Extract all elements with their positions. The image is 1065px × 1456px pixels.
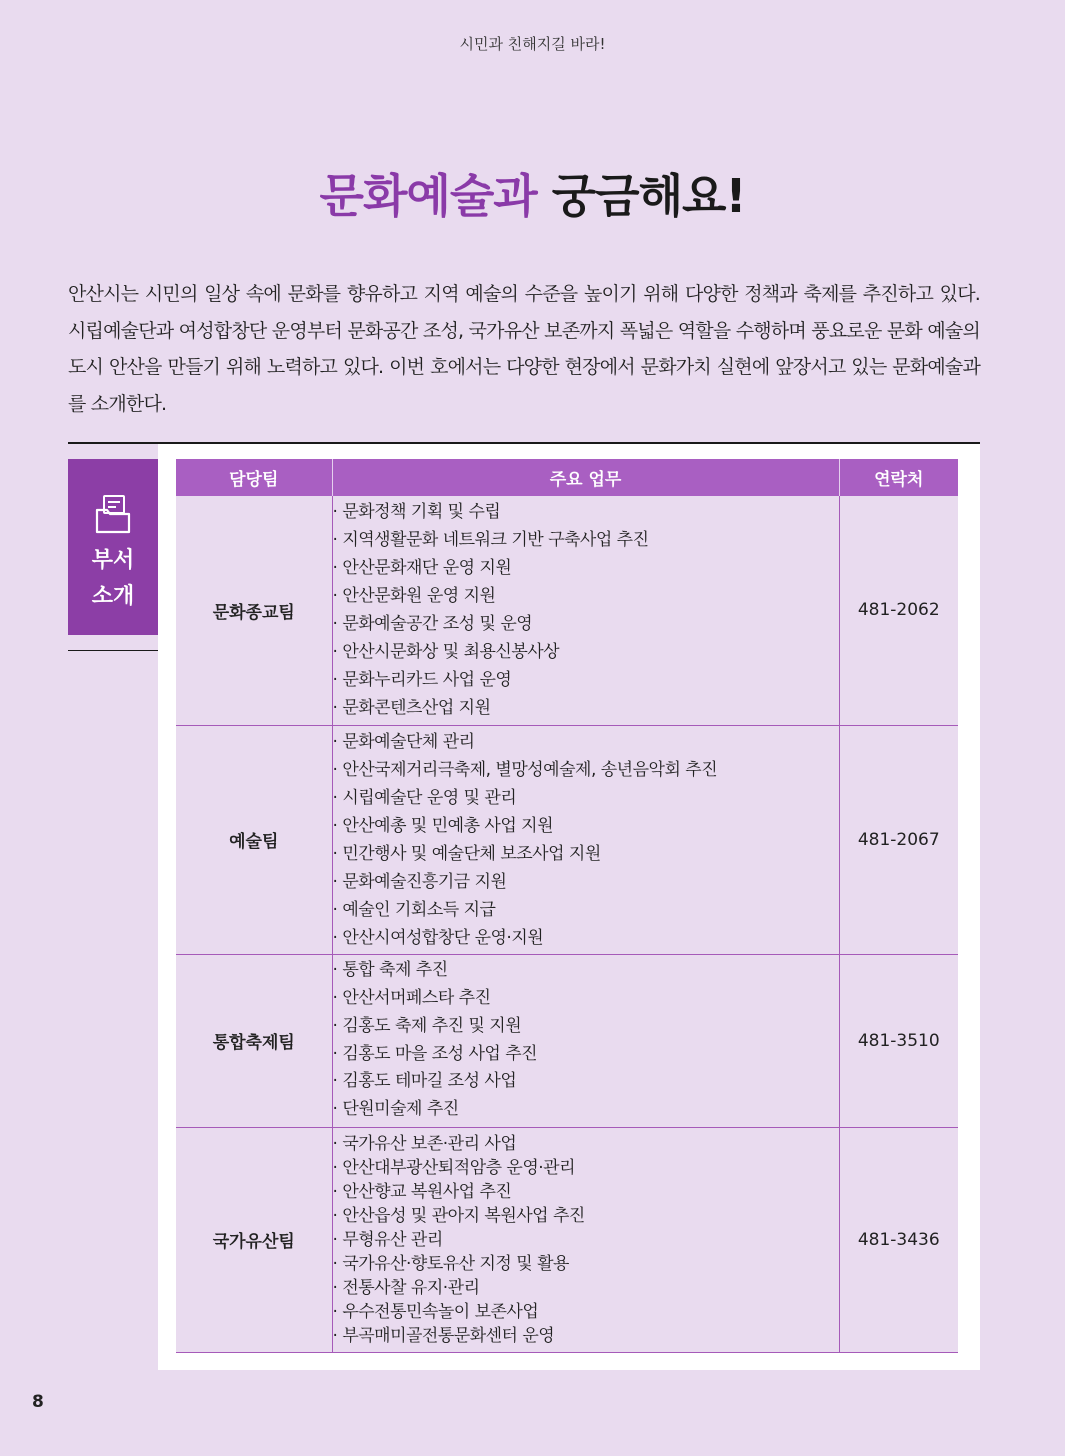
duty-item: · 안산대부광산퇴적암층 운영·관리: [333, 1156, 839, 1180]
duty-item: · 민간행사 및 예술단체 보조사업 지원: [333, 840, 839, 868]
table-header-row: [176, 459, 958, 496]
sidebar-label-line2: 소개: [91, 584, 135, 609]
title-accent: 문화예술과: [319, 169, 537, 223]
duty-item: · 국가유산 보존·관리 사업: [333, 1132, 839, 1156]
duty-list: [333, 1132, 839, 1348]
folder-document-icon: [94, 493, 132, 535]
table-row: [176, 954, 958, 1127]
duty-item: · 문화예술공간 조성 및 운영: [333, 610, 839, 638]
duty-item: · 문화정책 기획 및 수립: [333, 498, 839, 526]
contact-number: 481-2062: [839, 496, 958, 725]
duty-item: · 국가유산·향토유산 지정 및 활용: [333, 1252, 839, 1276]
duty-item: · 전통사찰 유지·관리: [333, 1276, 839, 1300]
page-title: [0, 164, 1065, 228]
duty-item: · 부곡매미골전통문화센터 운영: [333, 1324, 839, 1348]
duty-item: · 시립예술단 운영 및 관리: [333, 784, 839, 812]
table-row: [176, 1127, 958, 1352]
duty-item: · 안산서머페스타 추진: [333, 985, 839, 1013]
header-duties: 주요 업무: [332, 459, 839, 496]
sidebar-label-line1: 부서: [91, 548, 135, 573]
sidebar-divider: [68, 650, 158, 651]
duties-cell: [332, 496, 839, 725]
contact-number: 481-3510: [839, 954, 958, 1127]
duty-item: · 문화누리카드 사업 운영: [333, 666, 839, 694]
header-contact: 연락처: [839, 459, 958, 496]
sidebar-label: [68, 543, 158, 615]
header-team: 담당팀: [176, 459, 332, 496]
duty-list: [333, 498, 839, 722]
duty-item: · 안산문화재단 운영 지원: [333, 554, 839, 582]
duty-item: · 안산예총 및 민예총 사업 지원: [333, 812, 839, 840]
duty-item: · 김홍도 테마길 조성 사업: [333, 1068, 839, 1096]
duty-item: · 단원미술제 추진: [333, 1096, 839, 1124]
duty-item: · 안산시문화상 및 최용신봉사상: [333, 638, 839, 666]
team-name: 국가유산팀: [176, 1127, 332, 1352]
duty-item: · 무형유산 관리: [333, 1228, 839, 1252]
duty-item: · 안산시여성합창단 운영·지원: [333, 924, 839, 952]
duty-item: · 문화예술단체 관리: [333, 728, 839, 756]
team-name: 문화종교팀: [176, 496, 332, 725]
intro-paragraph: 안산시는 시민의 일상 속에 문화를 향유하고 지역 예술의 수준을 높이기 위해 다양한 정책과 축제를 추진하고 있다. 시립예술단과 여성합창단 운영부터 문화공간 조성, 국가유산 보존까지 폭넓은 역할을 수행하며 풍요로운 문화 예술의 도시 안산을 만들기 위해 노력하고 있다. 이번 호에서는 다양한 현장에서 문화가치 실현에 앞장서고 있는 문화예술과를 소개한다.: [68, 283, 980, 415]
table-row: [176, 725, 958, 954]
duty-item: · 지역생활문화 네트워크 기반 구축사업 추진: [333, 526, 839, 554]
duty-item: · 안산국제거리극축제, 별망성예술제, 송년음악회 추진: [333, 756, 839, 784]
duty-item: · 안산문화원 운영 지원: [333, 582, 839, 610]
section-sidebar: [68, 459, 158, 635]
duty-item: · 김홍도 축제 추진 및 지원: [333, 1013, 839, 1041]
duty-item: · 통합 축제 추진: [333, 957, 839, 985]
table-row: [176, 496, 958, 725]
title-rest: 궁금해요!: [551, 169, 746, 223]
contact-number: 481-2067: [839, 725, 958, 954]
duty-item: · 안산읍성 및 관아지 복원사업 추진: [333, 1204, 839, 1228]
team-name: 통합축제팀: [176, 954, 332, 1127]
duty-item: · 김홍도 마을 조성 사업 추진: [333, 1041, 839, 1069]
duty-item: · 예술인 기회소득 지급: [333, 896, 839, 924]
running-head: 시민과 친해지길 바라!: [459, 35, 606, 53]
duties-cell: [332, 954, 839, 1127]
department-table: [176, 459, 958, 1353]
duty-list: [333, 728, 839, 952]
page-number: 8: [32, 1392, 44, 1412]
duty-item: · 안산향교 복원사업 추진: [333, 1180, 839, 1204]
duty-list: [333, 957, 839, 1124]
team-name: 예술팀: [176, 725, 332, 954]
duty-item: · 문화콘텐츠산업 지원: [333, 694, 839, 722]
duties-cell: [332, 725, 839, 954]
contact-number: 481-3436: [839, 1127, 958, 1352]
duty-item: · 문화예술진흥기금 지원: [333, 868, 839, 896]
duties-cell: [332, 1127, 839, 1352]
duty-item: · 우수전통민속놀이 보존사업: [333, 1300, 839, 1324]
